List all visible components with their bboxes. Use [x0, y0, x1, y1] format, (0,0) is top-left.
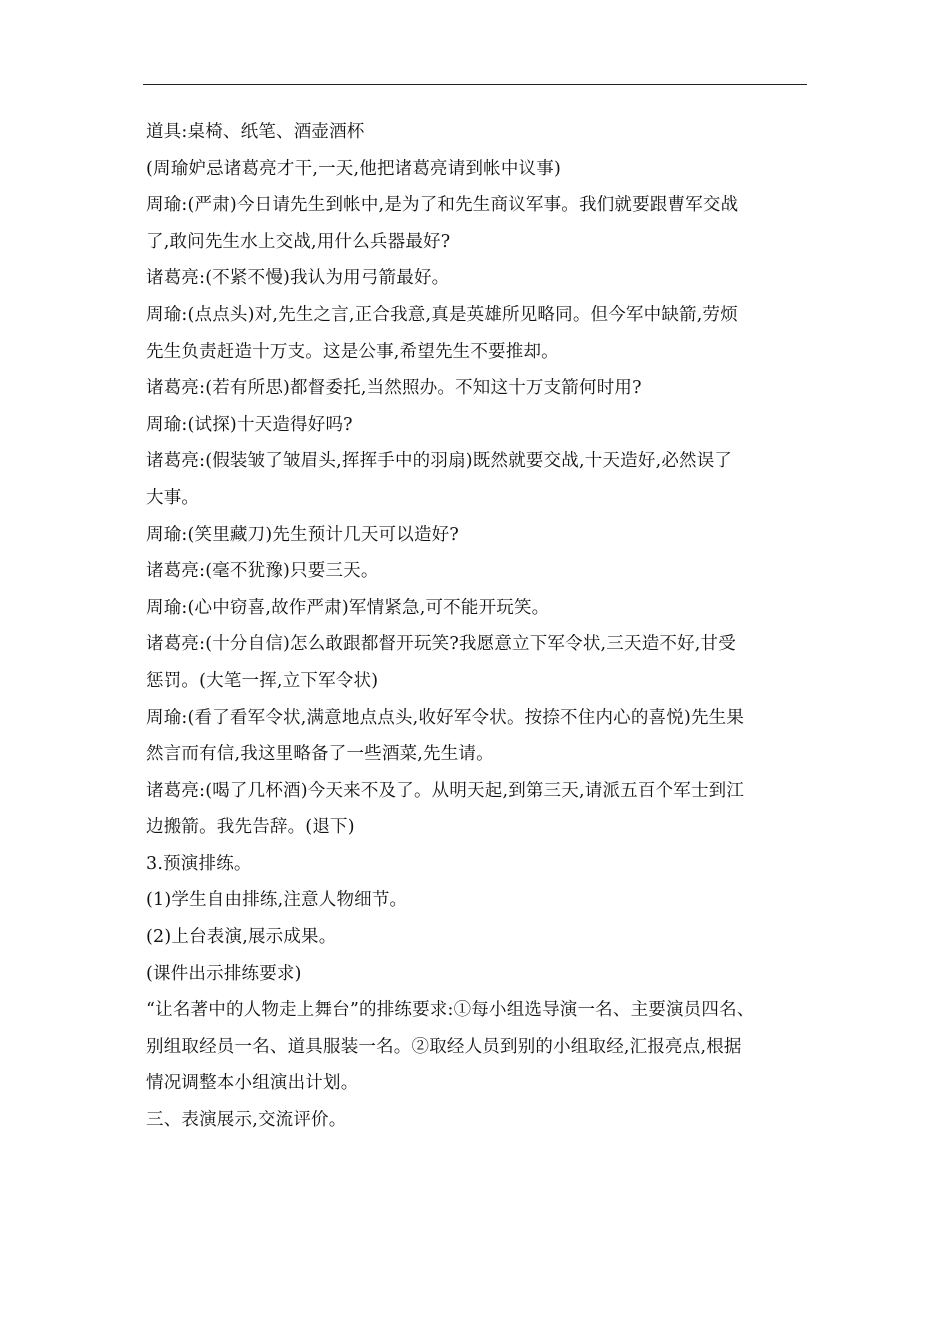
text-line: 周瑜:(试探)十天造得好吗? [146, 414, 353, 435]
text-line: 周瑜:(看了看军令状,满意地点点头,收好军令状。按捺不住内心的喜悦)先生果 [146, 707, 745, 728]
text-line: (课件出示排练要求) [146, 963, 302, 984]
text-line: 边搬箭。我先告辞。(退下) [146, 817, 355, 838]
document-body [146, 114, 806, 1139]
text-line: (2)上台表演,展示成果。 [146, 927, 337, 948]
text-line: 大事。 [146, 487, 200, 508]
text-line: (1)学生自由排练,注意人物细节。 [146, 890, 408, 911]
text-line: 别组取经员一名、道具服装一名。②取经人员到别的小组取经,汇报亮点,根据 [146, 1036, 742, 1057]
text-line: 惩罚。(大笔一挥,立下军令状) [146, 670, 379, 691]
section-heading: 三、表演展示,交流评价。 [146, 1110, 347, 1131]
text-line: (周瑜妒忌诸葛亮才干,一天,他把诸葛亮请到帐中议事) [146, 158, 561, 179]
text-line: 周瑜:(笑里藏刀)先生预计几天可以造好? [146, 524, 459, 545]
section-heading: 3.预演排练。 [146, 853, 252, 874]
text-line: 诸葛亮:(不紧不慢)我认为用弓箭最好。 [146, 268, 450, 289]
text-line: 周瑜:(心中窃喜,故作严肃)军情紧急,可不能开玩笑。 [146, 597, 550, 618]
text-line: 情况调整本小组演出计划。 [146, 1073, 359, 1094]
text-line: 先生负责赶造十万支。这是公事,希望先生不要推却。 [146, 341, 559, 362]
text-line: 诸葛亮:(假装皱了皱眉头,挥挥手中的羽扇)既然就要交战,十天造好,必然误了 [146, 451, 733, 472]
text-line: 周瑜:(严肃)今日请先生到帐中,是为了和先生商议军事。我们就要跟曹军交战 [146, 195, 739, 216]
text-line: 诸葛亮:(毫不犹豫)只要三天。 [146, 561, 379, 582]
text-line: 周瑜:(点点头)对,先生之言,正合我意,真是英雄所见略同。但今军中缺箭,劳烦 [146, 304, 738, 325]
header-rule [143, 84, 807, 85]
text-line: 诸葛亮:(十分自信)怎么敢跟都督开玩笑?我愿意立下军令状,三天造不好,甘受 [146, 634, 736, 655]
text-line: “让名著中的人物走上舞台”的排练要求:①每小组选导演一名、主要演员四名、 [146, 1000, 755, 1021]
text-line: 然言而有信,我这里略备了一些酒菜,先生请。 [146, 744, 494, 765]
text-line: 诸葛亮:(若有所思)都督委托,当然照办。不知这十万支箭何时用? [146, 378, 642, 399]
text-line: 诸葛亮:(喝了几杯酒)今天来不及了。从明天起,到第三天,请派五百个军士到江 [146, 780, 745, 801]
text-line: 了,敢问先生水上交战,用什么兵器最好? [146, 231, 451, 252]
text-line: 道具:桌椅、纸笔、酒壶酒杯 [146, 122, 365, 142]
